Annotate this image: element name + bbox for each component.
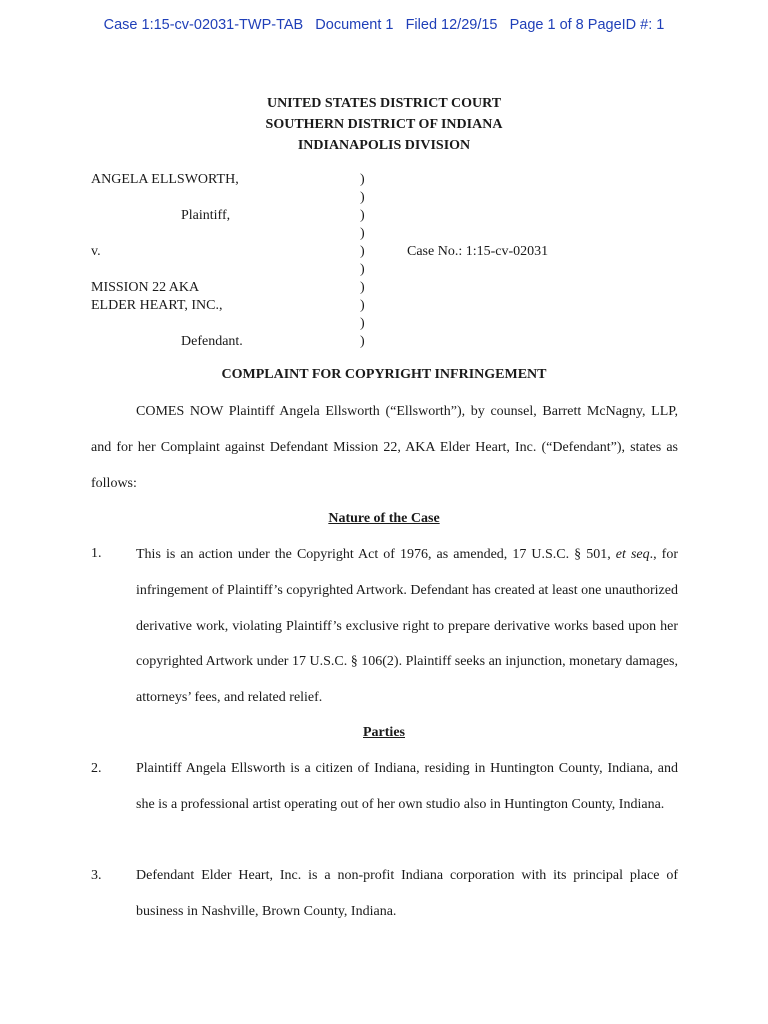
paragraph-1-part-a: This is an action under the Copyright Act of 1976, as amended, 17 U.S.C. § 501,: [136, 547, 611, 562]
court-name: UNITED STATES DISTRICT COURT: [266, 96, 502, 111]
caption-row: [0, 207, 768, 225]
paragraph-3: Defendant Elder Heart, Inc. is a non-profit Indiana corporation with its principal place of business in Nashville, Brown County, Indiana.: [136, 868, 678, 919]
section-heading-nature: Nature of the Case: [328, 511, 440, 526]
intro-paragraph: COMES NOW Plaintiff Angela Ellsworth (“Ellsworth”), by counsel, Barrett McNagny, LLP, and for her Complaint against Defendant Mission 22, AKA Elder Heart, Inc. (“Defendant”), states as follows:: [91, 404, 678, 491]
defendant-name-line2: ELDER HEART, INC.,: [91, 298, 223, 313]
court-division: INDIANAPOLIS DIVISION: [297, 138, 471, 153]
caption-row: [0, 243, 768, 261]
paragraph-number: 1.: [91, 546, 102, 561]
paragraph-2: Plaintiff Angela Ellsworth is a citizen of Indiana, residing in Huntington County, Indiana, and she is a professional artist operating out of her own studio also in Huntington County, Indiana.: [136, 761, 678, 812]
caption-paren: ): [360, 190, 365, 205]
caption-row: [0, 225, 768, 243]
caption-row: [0, 261, 768, 279]
caption-row: [0, 297, 768, 315]
paragraph-1-part-b: ., for infringement of Plaintiff’s copyrighted Artwork. Defendant has created at least one unauthorized derivative work, violating Plaintiff’s exclusive right to prepare derivative works based upon her copyrighted Artwork under 17 U.S.C. § 106(2). Plaintiff seeks an injunction, monetary damages, attorneys’ fees, and related relief.: [136, 547, 679, 706]
caption-paren: ): [360, 298, 365, 313]
caption-row: [0, 333, 768, 351]
defendant-name-line1: MISSION 22 AKA: [91, 280, 200, 295]
case-number: Case 1:15-cv-02031-TWP-TAB: [103, 17, 304, 33]
filed-date: Filed 12/29/15: [405, 17, 498, 33]
caption-paren: ): [360, 334, 365, 349]
court-district: SOUTHERN DISTRICT OF INDIANA: [265, 117, 503, 132]
caption-paren: ): [360, 244, 365, 259]
section-heading-parties: Parties: [363, 725, 405, 740]
paragraph-1-emphasis: et seq: [615, 547, 650, 562]
case-no: Case No.: 1:15-cv-02031: [407, 244, 549, 259]
caption-paren: ): [360, 316, 365, 331]
versus: v.: [91, 244, 101, 259]
caption-row: [0, 189, 768, 207]
caption-paren: ): [360, 172, 365, 187]
caption-paren: ): [360, 208, 365, 223]
caption-row: [0, 315, 768, 333]
caption-paren: ): [360, 226, 365, 241]
plaintiff-label: Plaintiff,: [181, 208, 231, 223]
paragraph-number: 3.: [91, 868, 102, 883]
caption-row: [0, 279, 768, 297]
paragraph-number: 2.: [91, 761, 102, 776]
page-id: Page 1 of 8 PageID #: 1: [509, 17, 665, 33]
defendant-label: Defendant.: [181, 334, 243, 349]
document-number: Document 1: [315, 17, 394, 33]
paragraph-1: [136, 537, 678, 716]
plaintiff-name: ANGELA ELLSWORTH,: [91, 172, 239, 187]
caption-row: [0, 171, 768, 189]
caption-paren: ): [360, 280, 365, 295]
court-heading: [0, 93, 768, 156]
complaint-title: COMPLAINT FOR COPYRIGHT INFRINGEMENT: [221, 367, 547, 382]
caption-paren: ): [360, 262, 365, 277]
ecf-header-stamp: [0, 17, 768, 33]
